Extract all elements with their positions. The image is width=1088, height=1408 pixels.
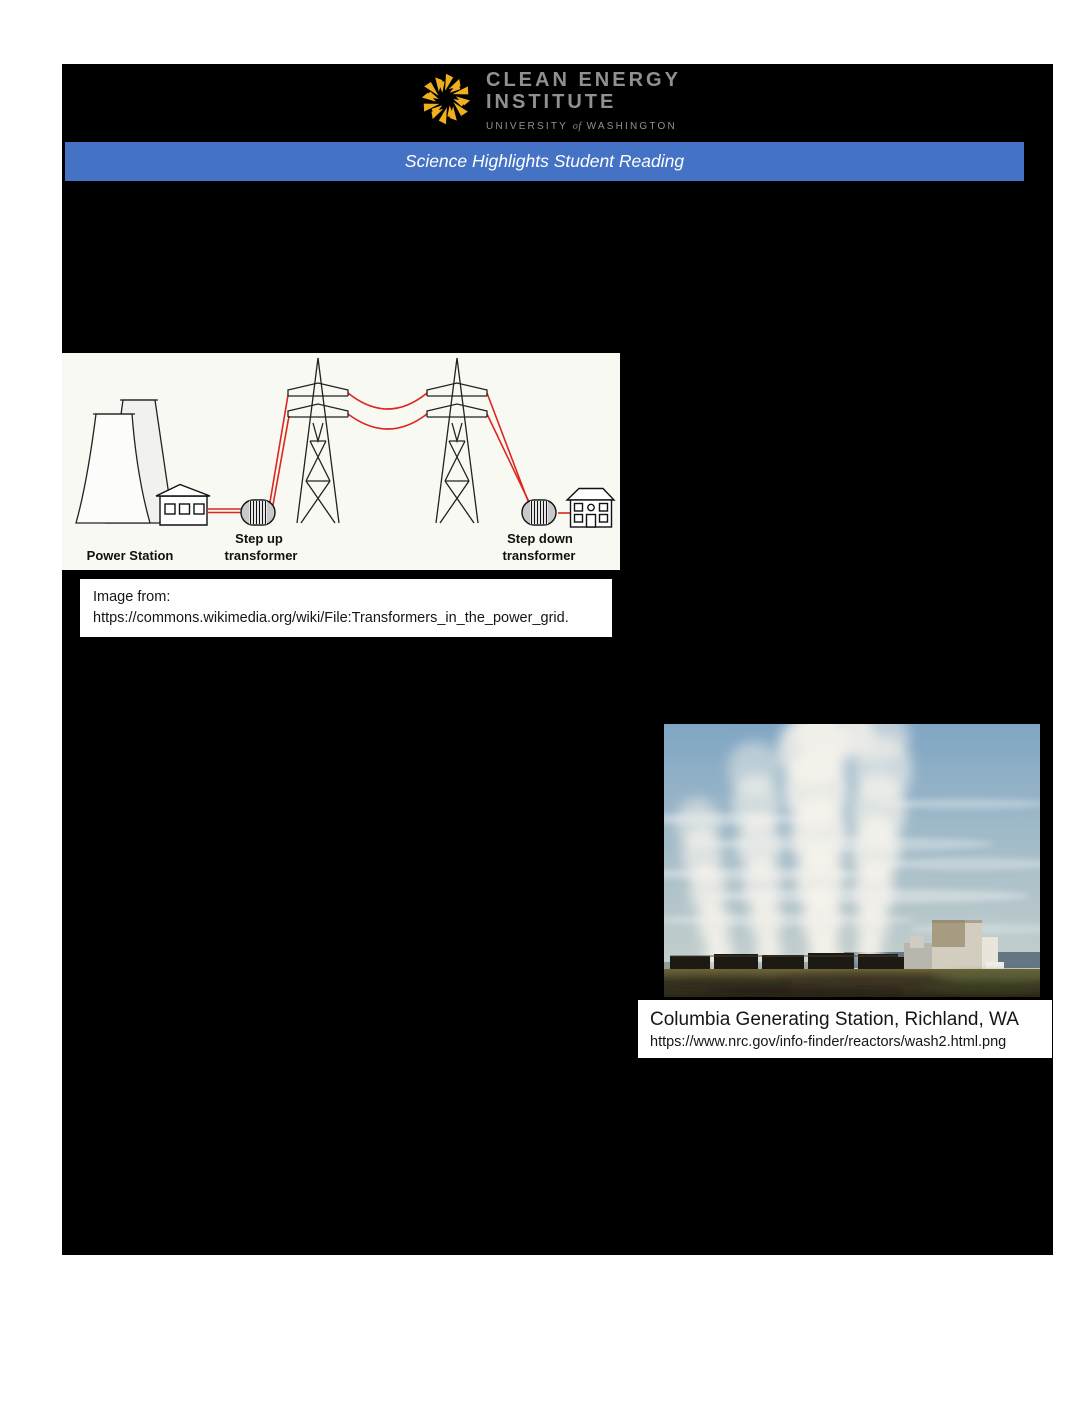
logo-subtitle [486, 121, 681, 132]
caption-intro-text: Image from: [93, 589, 171, 605]
logo-washington-word: WASHINGTON [586, 121, 677, 132]
logo-of-word: of [572, 121, 582, 132]
step-down-label-line1: Step down [507, 531, 573, 546]
photo-caption [638, 1000, 1052, 1058]
transmission-tower-left [288, 358, 348, 523]
power-station-label: Power Station [86, 548, 174, 563]
house [567, 489, 614, 528]
columbia-station-photo [664, 724, 1040, 997]
cooling-towers [76, 400, 173, 523]
step-up-transformer [241, 500, 275, 525]
logo-univ-word: UNIVERSITY [486, 121, 568, 132]
diagram-source-caption [80, 579, 612, 637]
power-grid-diagram [62, 353, 620, 570]
transmission-tower-right [427, 358, 487, 523]
caption-source-url: https://commons.wikimedia.org/wiki/File:Transformers_in_the_power_grid. [93, 610, 569, 626]
photo-caption-title: Columbia Generating Station, Richland, WA [650, 1009, 1019, 1030]
power-lines [207, 393, 571, 513]
logo-title-line2: INSTITUTE [486, 91, 617, 113]
photo-caption-url: https://www.nrc.gov/info-finder/reactors/wash2.html.png [650, 1034, 1007, 1050]
logo-text [486, 66, 681, 132]
step-up-label-line1: Step up [235, 531, 283, 546]
logo-title-line1: CLEAN ENERGY [486, 69, 681, 91]
sun-burst-icon [419, 68, 473, 130]
step-down-transformer [522, 500, 556, 525]
redacted-content-area [62, 64, 1053, 1255]
clean-energy-institute-logo [419, 66, 681, 132]
step-up-label-line2: transformer [224, 548, 298, 563]
step-down-label-line2: transformer [502, 548, 576, 563]
banner-label: Science Highlights Student Reading [404, 151, 685, 171]
science-highlights-banner [65, 142, 1024, 181]
